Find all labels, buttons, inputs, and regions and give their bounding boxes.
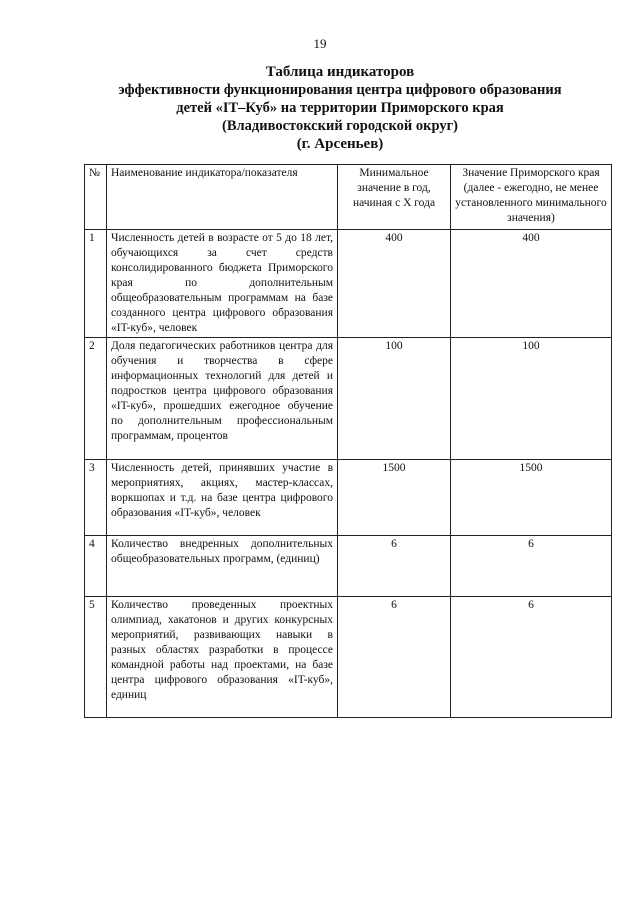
row-region-value: 6	[451, 536, 612, 597]
header-number: №	[85, 165, 107, 230]
row-number: 3	[85, 460, 107, 536]
page-number: 19	[313, 36, 327, 51]
table-row	[85, 230, 612, 338]
row-minimum-value: 100	[338, 338, 451, 460]
row-minimum-value: 6	[338, 597, 451, 718]
header-minimum-value: Минимальное значение в год, начиная с Х года	[338, 165, 451, 230]
table-header-row	[85, 165, 612, 230]
row-number: 4	[85, 536, 107, 597]
title-line-4: (Владивостокский городской округ)	[222, 118, 458, 134]
table-row	[85, 460, 612, 536]
indicators-table	[84, 164, 612, 718]
row-minimum-value: 400	[338, 230, 451, 338]
title-line-5: (г. Арсеньев)	[296, 136, 384, 152]
row-number: 2	[85, 338, 107, 460]
table-row	[85, 597, 612, 718]
row-indicator-name: Количество внедренных дополнительных общеобразовательных программ, (единиц)	[107, 536, 338, 597]
row-indicator-name: Численность детей, принявших участие в мероприятиях, акциях, мастер-классах, воркшопах и т.д. на базе центра цифрового образования «IT-куб», человек	[107, 460, 338, 536]
row-minimum-value: 6	[338, 536, 451, 597]
row-region-value: 1500	[451, 460, 612, 536]
row-region-value: 6	[451, 597, 612, 718]
title-line-1: Таблица индикаторов	[265, 64, 415, 80]
row-region-value: 400	[451, 230, 612, 338]
row-minimum-value: 1500	[338, 460, 451, 536]
header-region-value: Значение Приморского края (далее - ежегодно, не менее установленного минимального значения)	[451, 165, 612, 230]
row-number: 5	[85, 597, 107, 718]
title-line-3: детей «IT–Куб» на территории Приморского края	[176, 100, 504, 116]
document-title	[60, 63, 620, 153]
row-indicator-name: Доля педагогических работников центра для обучения и творчества в сфере информационных технологий для детей и подростков центра цифрового образования «IT-куб», прошедших ежегодное обучение по дополнительным профессиональным программам, процентов	[107, 338, 338, 460]
title-line-2: эффективности функционирования центра цифрового образования	[118, 82, 562, 98]
header-indicator-name: Наименование индикатора/показателя	[107, 165, 338, 230]
row-indicator-name: Численность детей в возрасте от 5 до 18 лет, обучающихся за счет средств консолидированного бюджета Приморского края по дополнительным общеобразовательным программам на базе созданного центра цифрового образования «IT-куб», человек	[107, 230, 338, 338]
row-number: 1	[85, 230, 107, 338]
row-region-value: 100	[451, 338, 612, 460]
row-indicator-name: Количество проведенных проектных олимпиад, хакатонов и других конкурсных мероприятий, развивающих навыки в разных областях разработки в процессе командной работы над проектами, на базе центра цифрового образования «IT-куб», единиц	[107, 597, 338, 718]
table-row	[85, 338, 612, 460]
table-row	[85, 536, 612, 597]
